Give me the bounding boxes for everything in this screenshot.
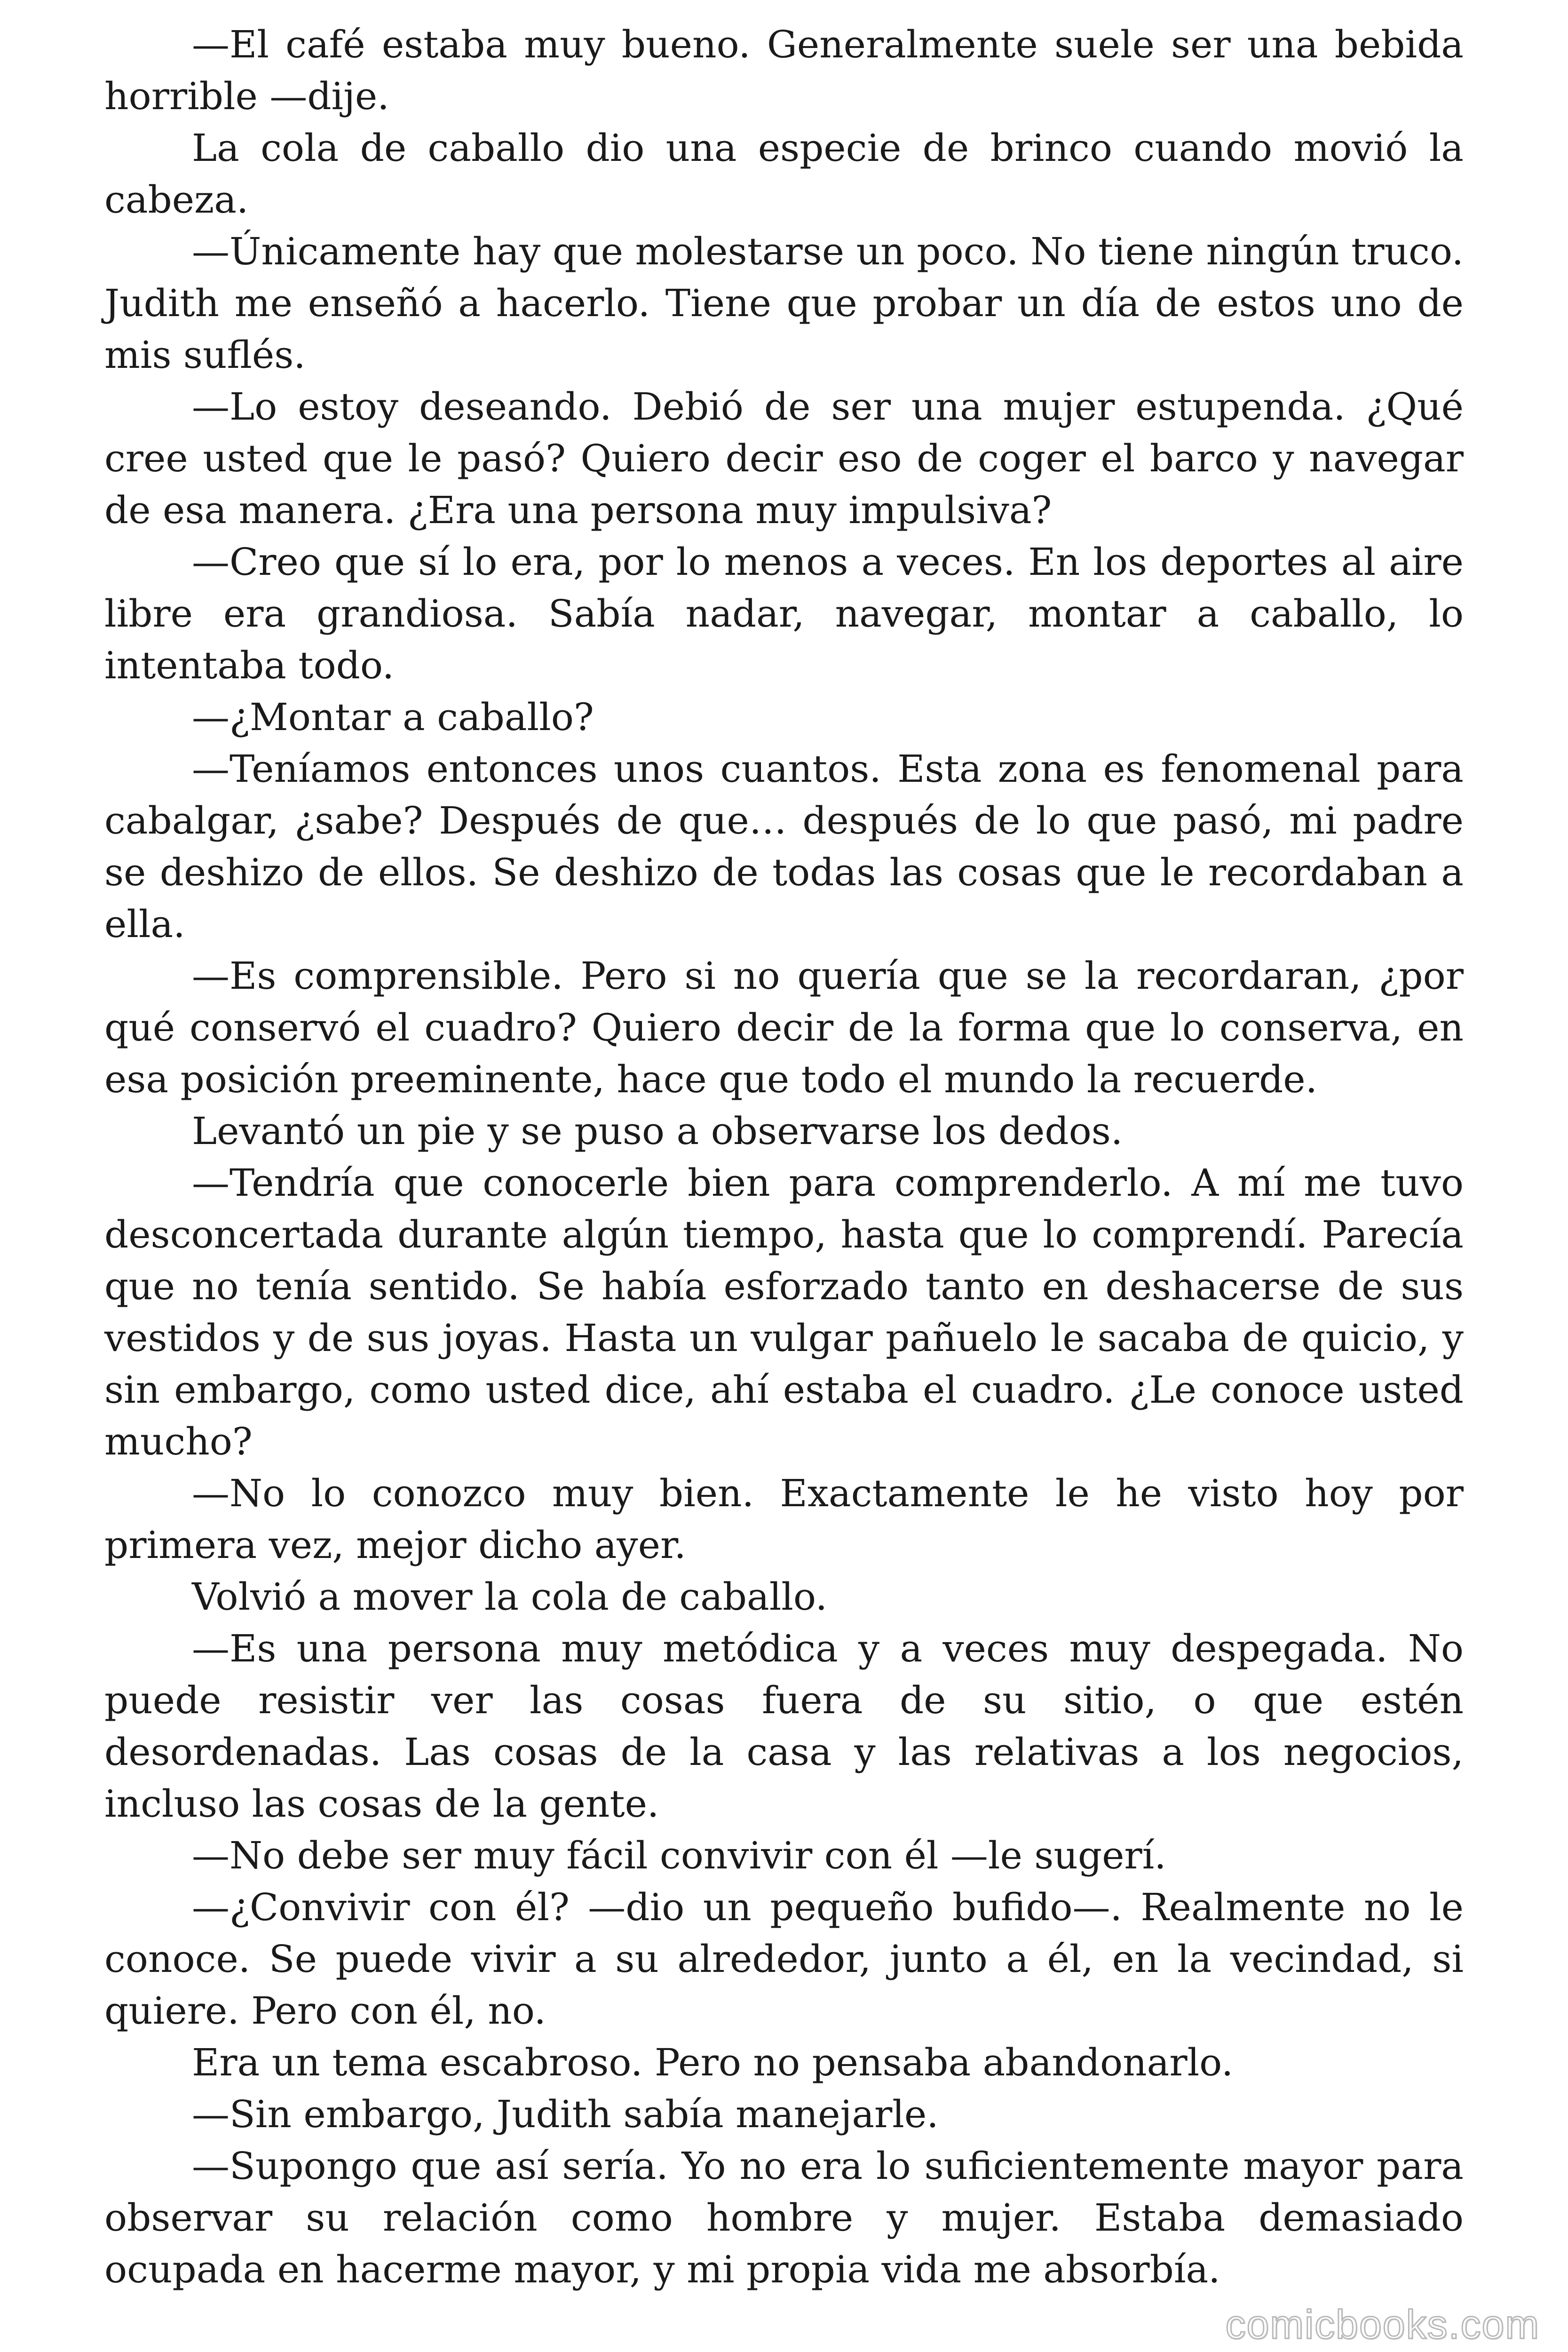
- paragraph: —Supongo que así sería. Yo no era lo suficientemente mayor para observar su relación como hombre y mujer. Estaba demasiado ocupada en hacerme mayor, y mi propia vida me absorbía.: [104, 2144, 1464, 2291]
- paragraph: —Creo que sí lo era, por lo menos a veces. En los deportes al aire libre era grandiosa. Sabía nadar, navegar, montar a caballo, lo intentaba todo.: [104, 540, 1464, 687]
- paragraph: La cola de caballo dio una especie de brinco cuando movió la cabeza.: [104, 126, 1464, 222]
- paragraph: —Únicamente hay que molestarse un poco. No tiene ningún truco. Judith me enseñó a hacerlo. Tiene que probar un día de estos uno de mis suflés.: [104, 230, 1464, 377]
- watermark: comicbooks.com: [1225, 2302, 1540, 2347]
- paragraph: —¿Convivir con él? —dio un pequeño bufido—. Realmente no le conoce. Se puede vivir a su alrededor, junto a él, en la vecindad, si quiere. Pero con él, no.: [104, 1885, 1464, 2033]
- paragraph: —Tendría que conocerle bien para comprenderlo. A mí me tuvo desconcertada durante algún tiempo, hasta que lo comprendí. Parecía que no tenía sentido. Se había esforzado tanto en deshacerse de sus vestidos y de sus joyas. Hasta un vulgar pañuelo le sacaba de quicio, y sin embargo, como usted dice, ahí estaba el cuadro. ¿Le conoce usted mucho?: [104, 1161, 1464, 1463]
- paragraph: —No debe ser muy fácil convivir con él —le sugerí.: [192, 1834, 1166, 1877]
- paragraph: —Es una persona muy metódica y a veces muy despegada. No puede resistir ver las cosas fuera de su sitio, o que estén desordenadas. Las cosas de la casa y las relativas a los negocios, incluso las cosas de la gente.: [104, 1627, 1464, 1826]
- paragraph: —Teníamos entonces unos cuantos. Esta zona es fenomenal para cabalgar, ¿sabe? Después de que… después de lo que pasó, mi padre se deshizo de ellos. Se deshizo de todas las cosas que le recordaban a ella.: [104, 747, 1464, 946]
- paragraph: Volvió a mover la cola de caballo.: [192, 1575, 828, 1619]
- document-page: [104, 19, 1464, 2296]
- paragraph: —El café estaba muy bueno. Generalmente suele ser una bebida horrible —dije.: [104, 23, 1464, 118]
- paragraph: —No lo conozco muy bien. Exactamente le he visto hoy por primera vez, mejor dicho ayer.: [104, 1471, 1464, 1567]
- paragraph: —Sin embargo, Judith sabía manejarle.: [192, 2092, 939, 2136]
- paragraph: Era un tema escabroso. Pero no pensaba abandonarlo.: [192, 2041, 1234, 2084]
- paragraph: —Es comprensible. Pero si no quería que se la recordaran, ¿por qué conservó el cuadro? Quiero decir de la forma que lo conserva, en esa posición preeminente, hace que todo el mundo la recuerde.: [104, 954, 1464, 1101]
- paragraph: Levantó un pie y se puso a observarse los dedos.: [192, 1109, 1123, 1153]
- paragraph: —Lo estoy deseando. Debió de ser una mujer estupenda. ¿Qué cree usted que le pasó? Quiero decir eso de coger el barco y navegar de esa manera. ¿Era una persona muy impulsiva?: [104, 385, 1464, 532]
- paragraph: —¿Montar a caballo?: [192, 695, 594, 739]
